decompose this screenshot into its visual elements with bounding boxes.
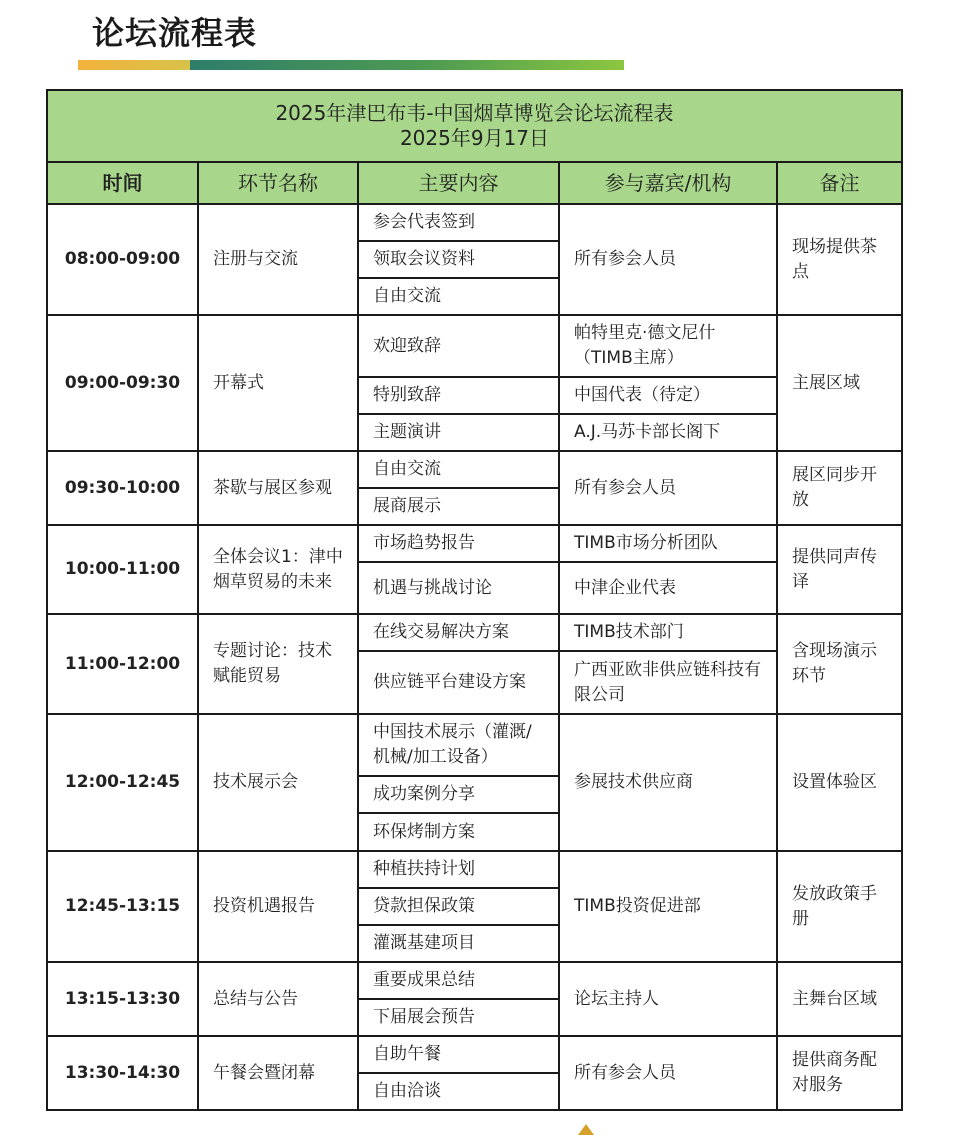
- guest-cell: 所有参会人员: [559, 1036, 777, 1110]
- guest-cell: 参展技术供应商: [559, 714, 777, 851]
- session-cell: 午餐会暨闭幕: [198, 1036, 358, 1110]
- time-cell: 13:15-13:30: [47, 962, 198, 1036]
- note-cell: 设置体验区: [777, 714, 902, 851]
- session-cell: 全体会议1：津中烟草贸易的未来: [198, 525, 358, 614]
- guest-cell: TIMB投资促进部: [559, 851, 777, 962]
- guest-cell: TIMB市场分析团队: [559, 525, 777, 562]
- content-cell: 机遇与挑战讨论: [358, 562, 559, 614]
- table-banner-date: 2025年9月17日: [399, 126, 550, 150]
- guest-cell: A.J.马苏卡部长阁下: [559, 414, 777, 451]
- content-cell: 参会代表签到: [358, 204, 559, 241]
- session-cell: 专题讨论：技术赋能贸易: [198, 614, 358, 714]
- session-cell: 投资机遇报告: [198, 851, 358, 962]
- guest-cell: 广西亚欧非供应链科技有限公司: [559, 651, 777, 714]
- guest-cell: 帕特里克·德文尼什（TIMB主席）: [559, 315, 777, 377]
- time-cell: 09:30-10:00: [47, 451, 198, 525]
- header-time: 时间: [47, 162, 198, 204]
- session-cell: 总结与公告: [198, 962, 358, 1036]
- content-cell: 种植扶持计划: [358, 851, 559, 888]
- content-cell: 中国技术展示（灌溉/机械/加工设备）: [358, 714, 559, 776]
- session-cell: 开幕式: [198, 315, 358, 451]
- table-row: [47, 204, 902, 241]
- schedule-body: [47, 204, 902, 1110]
- guest-cell: 论坛主持人: [559, 962, 777, 1036]
- guest-cell: 所有参会人员: [559, 204, 777, 315]
- content-cell: 灌溉基建项目: [358, 925, 559, 962]
- session-cell: 注册与交流: [198, 204, 358, 315]
- time-cell: 12:00-12:45: [47, 714, 198, 851]
- content-cell: 贷款担保政策: [358, 888, 559, 925]
- content-cell: 下届展会预告: [358, 999, 559, 1036]
- time-cell: 11:00-12:00: [47, 614, 198, 714]
- content-cell: 欢迎致辞: [358, 315, 559, 377]
- table-row: [47, 851, 902, 888]
- header-notes: 备注: [777, 162, 902, 204]
- time-cell: 09:00-09:30: [47, 315, 198, 451]
- guest-cell: TIMB技术部门: [559, 614, 777, 651]
- title-underline-green: [190, 60, 624, 70]
- table-row: [47, 451, 902, 488]
- session-cell: 技术展示会: [198, 714, 358, 851]
- page-title: 论坛流程表: [92, 14, 258, 52]
- table-row: [47, 614, 902, 651]
- time-cell: 08:00-09:00: [47, 204, 198, 315]
- note-cell: 主展区域: [777, 315, 902, 451]
- table-banner: [47, 90, 902, 162]
- note-cell: 展区同步开放: [777, 451, 902, 525]
- note-cell: 主舞台区域: [777, 962, 902, 1036]
- note-cell: 现场提供茶点: [777, 204, 902, 315]
- time-cell: 12:45-13:15: [47, 851, 198, 962]
- guest-cell: 中津企业代表: [559, 562, 777, 614]
- table-row: [47, 315, 902, 377]
- content-cell: 自助午餐: [358, 1036, 559, 1073]
- note-cell: 提供商务配对服务: [777, 1036, 902, 1110]
- note-cell: 提供同声传译: [777, 525, 902, 614]
- content-cell: 领取会议资料: [358, 241, 559, 278]
- title-underline: [78, 60, 624, 70]
- schedule-table: [46, 89, 903, 1111]
- table-banner-title: 2025年津巴布韦-中国烟草博览会论坛流程表: [275, 101, 674, 125]
- header-session: 环节名称: [198, 162, 358, 204]
- content-cell: 特别致辞: [358, 377, 559, 414]
- content-cell: 市场趋势报告: [358, 525, 559, 562]
- content-cell: 主题演讲: [358, 414, 559, 451]
- content-cell: 展商展示: [358, 488, 559, 525]
- time-cell: 13:30-14:30: [47, 1036, 198, 1110]
- content-cell: 成功案例分享: [358, 776, 559, 813]
- content-cell: 环保烤制方案: [358, 813, 559, 851]
- up-arrow-icon: [578, 1124, 594, 1135]
- note-cell: 发放政策手册: [777, 851, 902, 962]
- content-cell: 自由洽谈: [358, 1073, 559, 1110]
- note-cell: 含现场演示环节: [777, 614, 902, 714]
- guest-cell: 所有参会人员: [559, 451, 777, 525]
- content-cell: 自由交流: [358, 278, 559, 315]
- time-cell: 10:00-11:00: [47, 525, 198, 614]
- table-row: [47, 962, 902, 999]
- table-row: [47, 1036, 902, 1073]
- session-cell: 茶歇与展区参观: [198, 451, 358, 525]
- table-row: [47, 525, 902, 562]
- table-row: [47, 714, 902, 776]
- header-content: 主要内容: [358, 162, 559, 204]
- header-guests: 参与嘉宾/机构: [559, 162, 777, 204]
- title-underline-orange: [78, 60, 190, 70]
- content-cell: 重要成果总结: [358, 962, 559, 999]
- content-cell: 在线交易解决方案: [358, 614, 559, 651]
- content-cell: 供应链平台建设方案: [358, 651, 559, 714]
- guest-cell: 中国代表（待定）: [559, 377, 777, 414]
- content-cell: 自由交流: [358, 451, 559, 488]
